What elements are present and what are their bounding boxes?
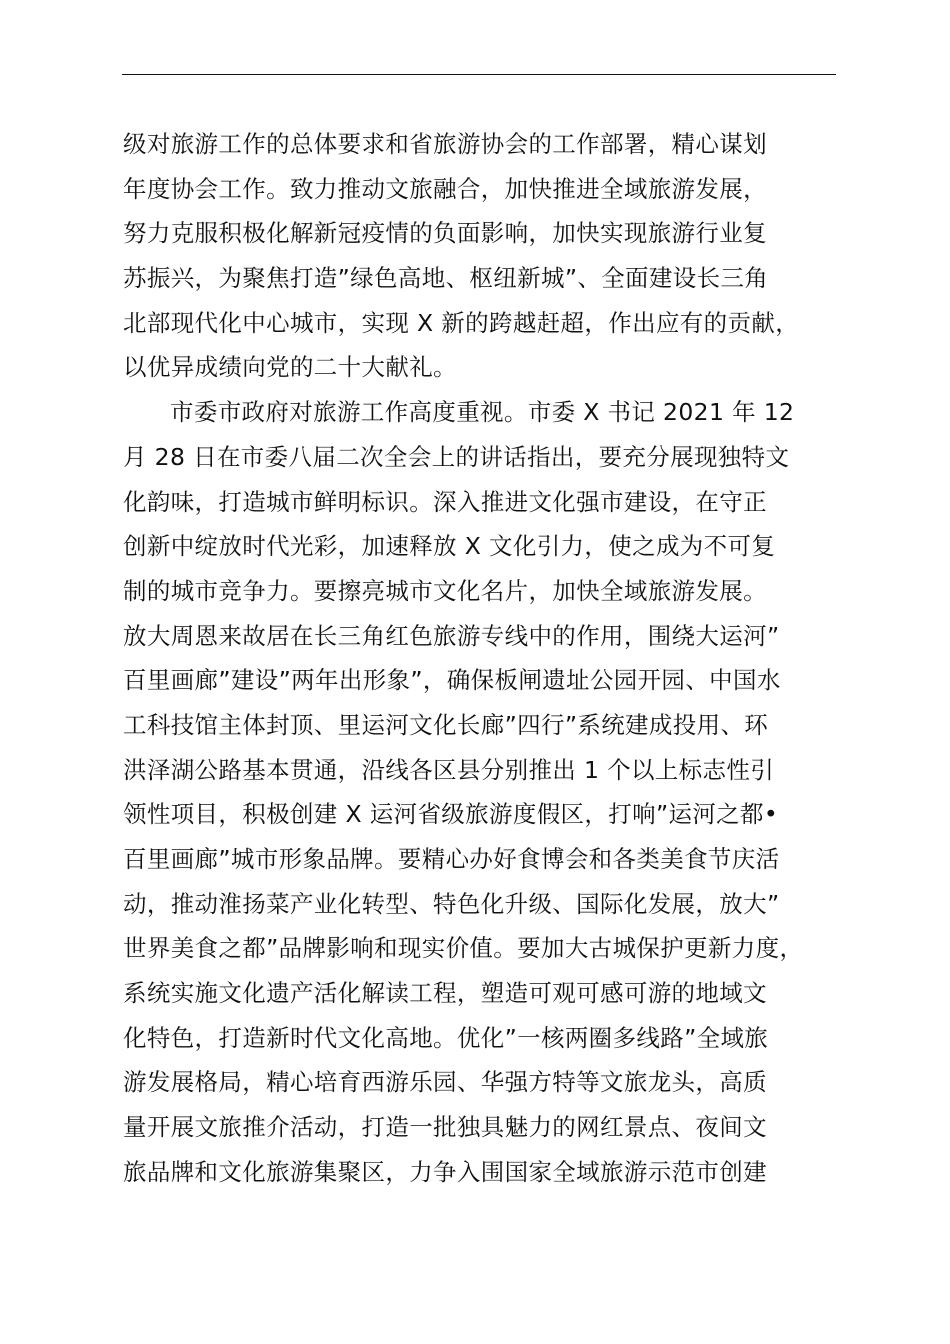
- text-line: 创新中绽放时代光彩，加速释放 X 文化引力，使之成为不可复: [123, 532, 776, 561]
- text-line: 洪泽湖公路基本贯通，沿线各区县分别推出 1 个以上标志性引: [123, 755, 775, 784]
- text-line: 工科技馆主体封顶、里运河文化长廊”四行”系统建成投用、环: [123, 710, 769, 739]
- body-text: [123, 122, 839, 1195]
- text-line: 化特色，打造新时代文化高地。优化”一核两圈多线路”全域旅: [123, 1023, 769, 1052]
- text-line: 量开展文旅推介活动，打造一批独具魅力的网红景点、夜间文: [123, 1113, 767, 1142]
- text-line: 系统实施文化遗产活化解读工程，塑造可观可感可游的地域文: [123, 979, 767, 1008]
- text-line: 年度协会工作。致力推动文旅融合，加快推进全域旅游发展，: [123, 174, 767, 203]
- text-line: 游发展格局，精心培育西游乐园、华强方特等文旅龙头，高质: [123, 1068, 767, 1097]
- text-line: 百里画廊”建设”两年出形象”，确保板闸遗址公园开园、中国水: [123, 666, 781, 695]
- text-line: 放大周恩来故居在长三角红色旅游专线中的作用，围绕大运河”: [123, 621, 780, 650]
- text-line: 努力克服积极化解新冠疫情的负面影响，加快实现旅游行业复: [123, 219, 767, 248]
- text-line: 世界美食之都”品牌影响和现实价值。要加大古城保护更新力度，: [123, 934, 804, 963]
- header-rule: [122, 74, 836, 75]
- paragraph-first-line: 市委市政府对旅游工作高度重视。市委 X 书记 2021 年 12: [170, 398, 795, 427]
- text-line: 月 28 日在市委八届二次全会上的讲话指出，要充分展现独特文: [123, 442, 790, 471]
- text-line: 百里画廊”城市形象品牌。要精心办好食博会和各类美食节庆活: [123, 845, 780, 873]
- text-line: 动，推动淮扬菜产业化转型、特色化升级、国际化发展，放大”: [123, 889, 780, 918]
- text-line: 以优异成绩向党的二十大献礼。: [123, 353, 457, 382]
- text-line: 化韵味，打造城市鲜明标识。深入推进文化强市建设，在守正: [123, 487, 767, 516]
- text-line: 领性项目，积极创建 X 运河省级旅游度假区，打响”运河之都•: [123, 800, 779, 829]
- text-line: 苏振兴，为聚焦打造”绿色高地、枢纽新城”、全面建设长三角: [123, 264, 769, 293]
- text-line: 旅品牌和文化旅游集聚区，力争入围国家全域旅游示范市创建: [123, 1157, 767, 1186]
- text-line: 制的城市竞争力。要擦亮城市文化名片，加快全域旅游发展。: [123, 576, 767, 605]
- text-line: 级对旅游工作的总体要求和省旅游协会的工作部署，精心谋划: [123, 130, 767, 158]
- text-line: 北部现代化中心城市，实现 X 新的跨越赶超，作出应有的贡献，: [123, 308, 800, 337]
